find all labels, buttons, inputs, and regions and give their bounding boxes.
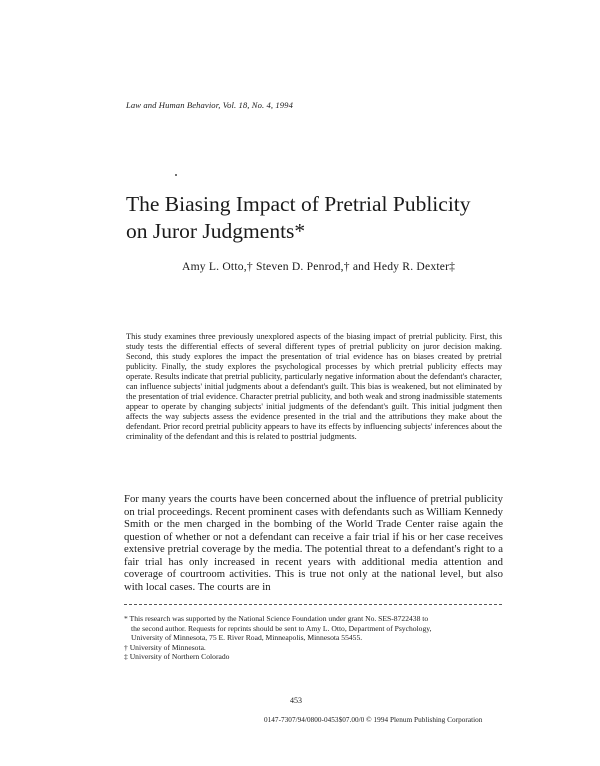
footnotes <box>124 614 502 662</box>
stray-mark <box>175 174 177 176</box>
footnote-funding-address: University of Minnesota, 75 E. River Road, Minneapolis, Minnesota 55455. <box>131 633 363 643</box>
journal-citation: Law and Human Behavior, Vol. 18, No. 4, 1994 <box>126 100 293 110</box>
footnote-affiliation-colorado: ‡ University of Northern Colorado <box>124 652 230 662</box>
footnote-funding: * This research was supported by the National Science Foundation under grant No. SES-8722438 to <box>124 614 429 623</box>
footnote-rule <box>124 604 502 605</box>
copyright-line: 0147-7307/94/0800-0453$07.00/0 © 1994 Plenum Publishing Corporation <box>264 716 483 724</box>
body-paragraph: For many years the courts have been concerned about the influence of pretrial publicity on trial proceedings. Recent prominent cases with defendants such as William Kennedy Smith or the men charged in the bombing of the World Trade Center raise again the question of whether or not a defendant can receive a fair trial if his or her case receives extensive pretrial coverage by the media. The potential threat to a defendant's right to a fair trial has only increased in recent years with additional media attention and coverage of courtroom activities. This is true not only at the national level, but also with local cases. The courts are in <box>124 493 503 593</box>
article-title: The Biasing Impact of Pretrial Publicity on Juror Judgments* <box>126 192 471 243</box>
abstract: This study examines three previously unexplored aspects of the biasing impact of pretrial publicity. First, this study tests the differential effects of several different types of pretrial publicity on juror decision making. Second, this study explores the impact the presentation of trial evidence has on biases created by pretrial publicity. Finally, the study explores the psychological processes by which pretrial publicity effects may operate. Results indicate that pretrial publicity, particularly negative information about the defendant's character, can influence subjects' initial judgments about a defendant's guilt. This bias is weakened, but not eliminated by the presentation of trial evidence. Character pretrial publicity, and both weak and strong inadmissible statements appear to operate by changing subjects' initial judgments of the defendant's guilt. This initial judgment then affects the way subjects assess the evidence presented in the trial and the attributions they make about the defendant. Prior record pretrial publicity appears to have its effects by influencing subjects' inferences about the criminality of the defendant and this is related to posttrial judgments. <box>126 332 502 442</box>
author-line: Amy L. Otto,† Steven D. Penrod,† and Hedy R. Dexter‡ <box>182 260 456 273</box>
page-number: 453 <box>290 696 302 705</box>
footnote-funding-cont: the second author. Requests for reprints should be sent to Amy L. Otto, Department of Psychology, <box>131 623 432 633</box>
footnote-affiliation-minnesota: † University of Minnesota. <box>124 642 206 652</box>
